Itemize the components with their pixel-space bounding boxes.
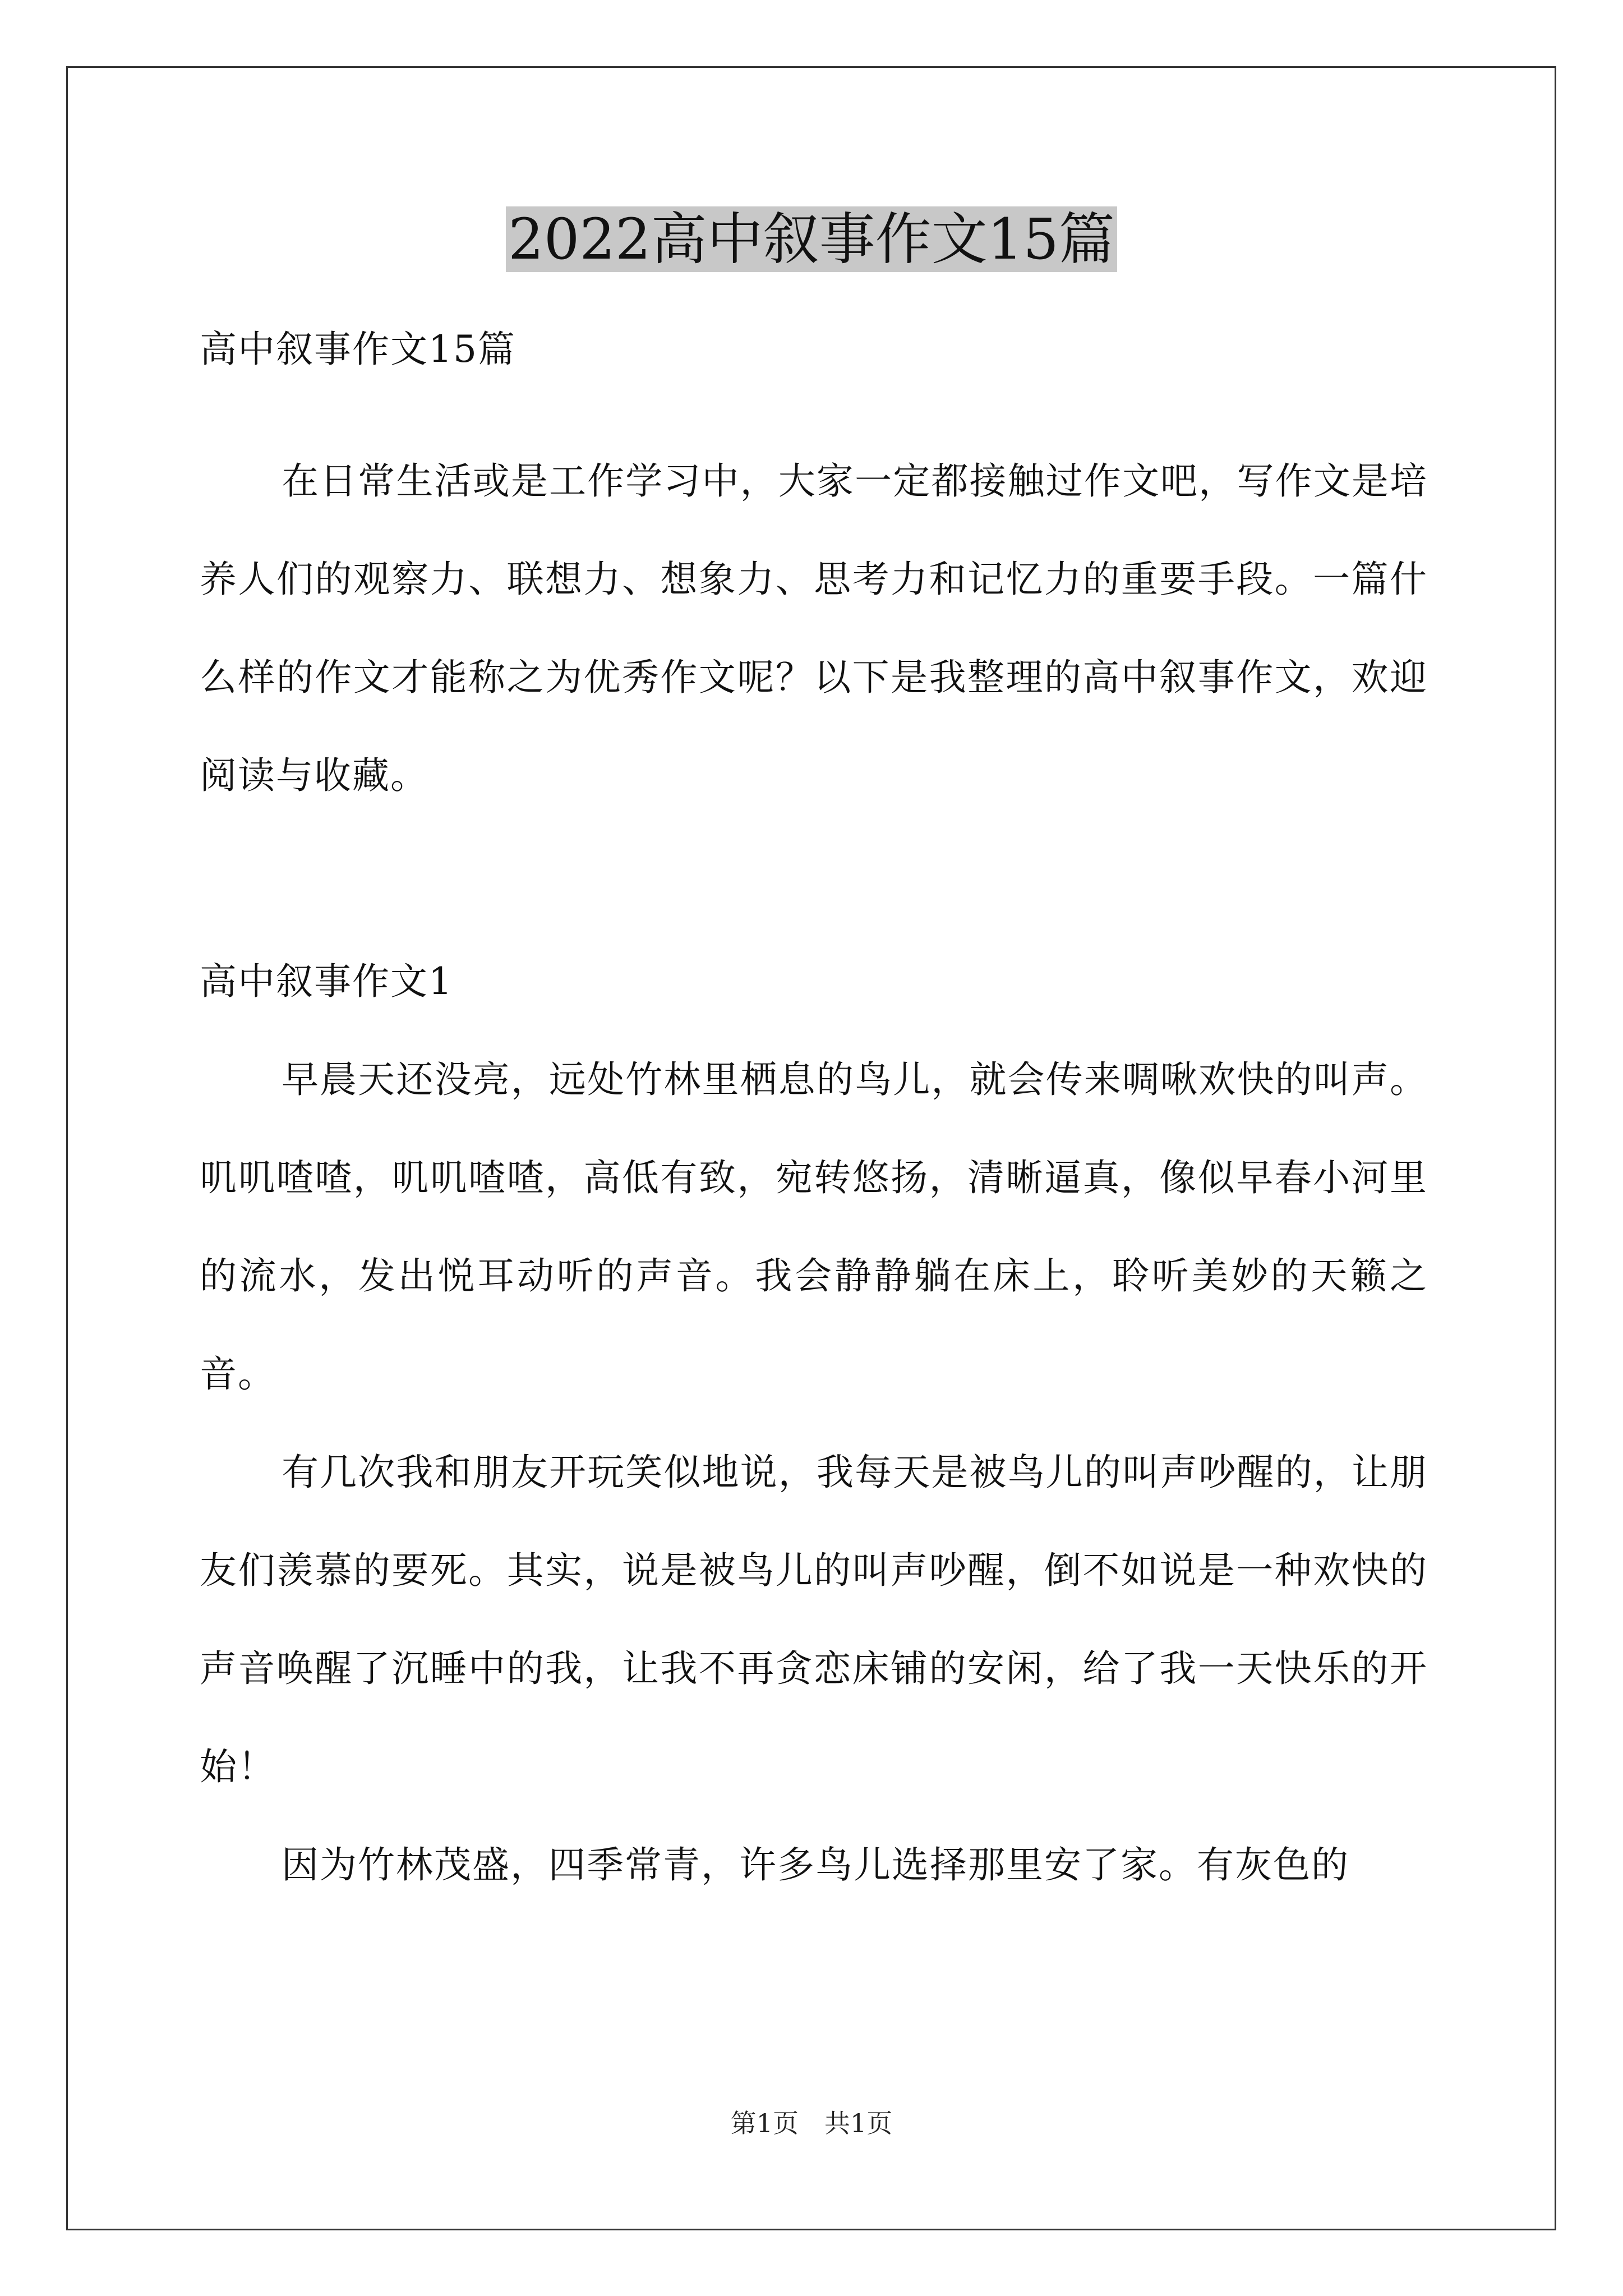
body-paragraph-1: 早晨天还没亮，远处竹林里栖息的鸟儿，就会传来啁啾欢快的叫声。叽叽喳喳，叽叽喳喳，高低有致，宛转悠扬，清晰逼真，像似早春小河里的流水，发出悦耳动听的声音。我会静静躺在床上，聆听美妙的天籁之音。 <box>200 1058 1428 1396</box>
intro-paragraph: 在日常生活或是工作学习中，大家一定都接触过作文吧，写作文是培养人们的观察力、联想力、想象力、思考力和记忆力的重要手段。一篇什么样的作文才能称之为优秀作文呢？以下是我整理的高中叙事作文，欢迎阅读与收藏。 <box>200 459 1428 797</box>
page-number-total: 共1页 <box>824 2108 893 2138</box>
document-title <box>0 203 1623 276</box>
page-footer <box>0 2106 1623 2140</box>
section-heading: 高中叙事作文1 <box>200 960 453 1003</box>
document-body <box>200 300 1428 1914</box>
document-subtitle: 高中叙事作文15篇 <box>200 328 516 371</box>
document-title-text: 2022高中叙事作文15篇 <box>506 206 1117 272</box>
body-paragraph-3: 因为竹林茂盛，四季常青，许多鸟儿选择那里安了家。有灰色的 <box>282 1843 1349 1887</box>
body-paragraph-2: 有几次我和朋友开玩笑似地说，我每天是被鸟儿的叫声吵醒的，让朋友们羡慕的要死。其实，说是被鸟儿的叫声吵醒，倒不如说是一种欢快的声音唤醒了沉睡中的我，让我不再贪恋床铺的安闲，给了我一天快乐的开始！ <box>200 1451 1428 1788</box>
page-number-current: 第1页 <box>730 2108 799 2138</box>
